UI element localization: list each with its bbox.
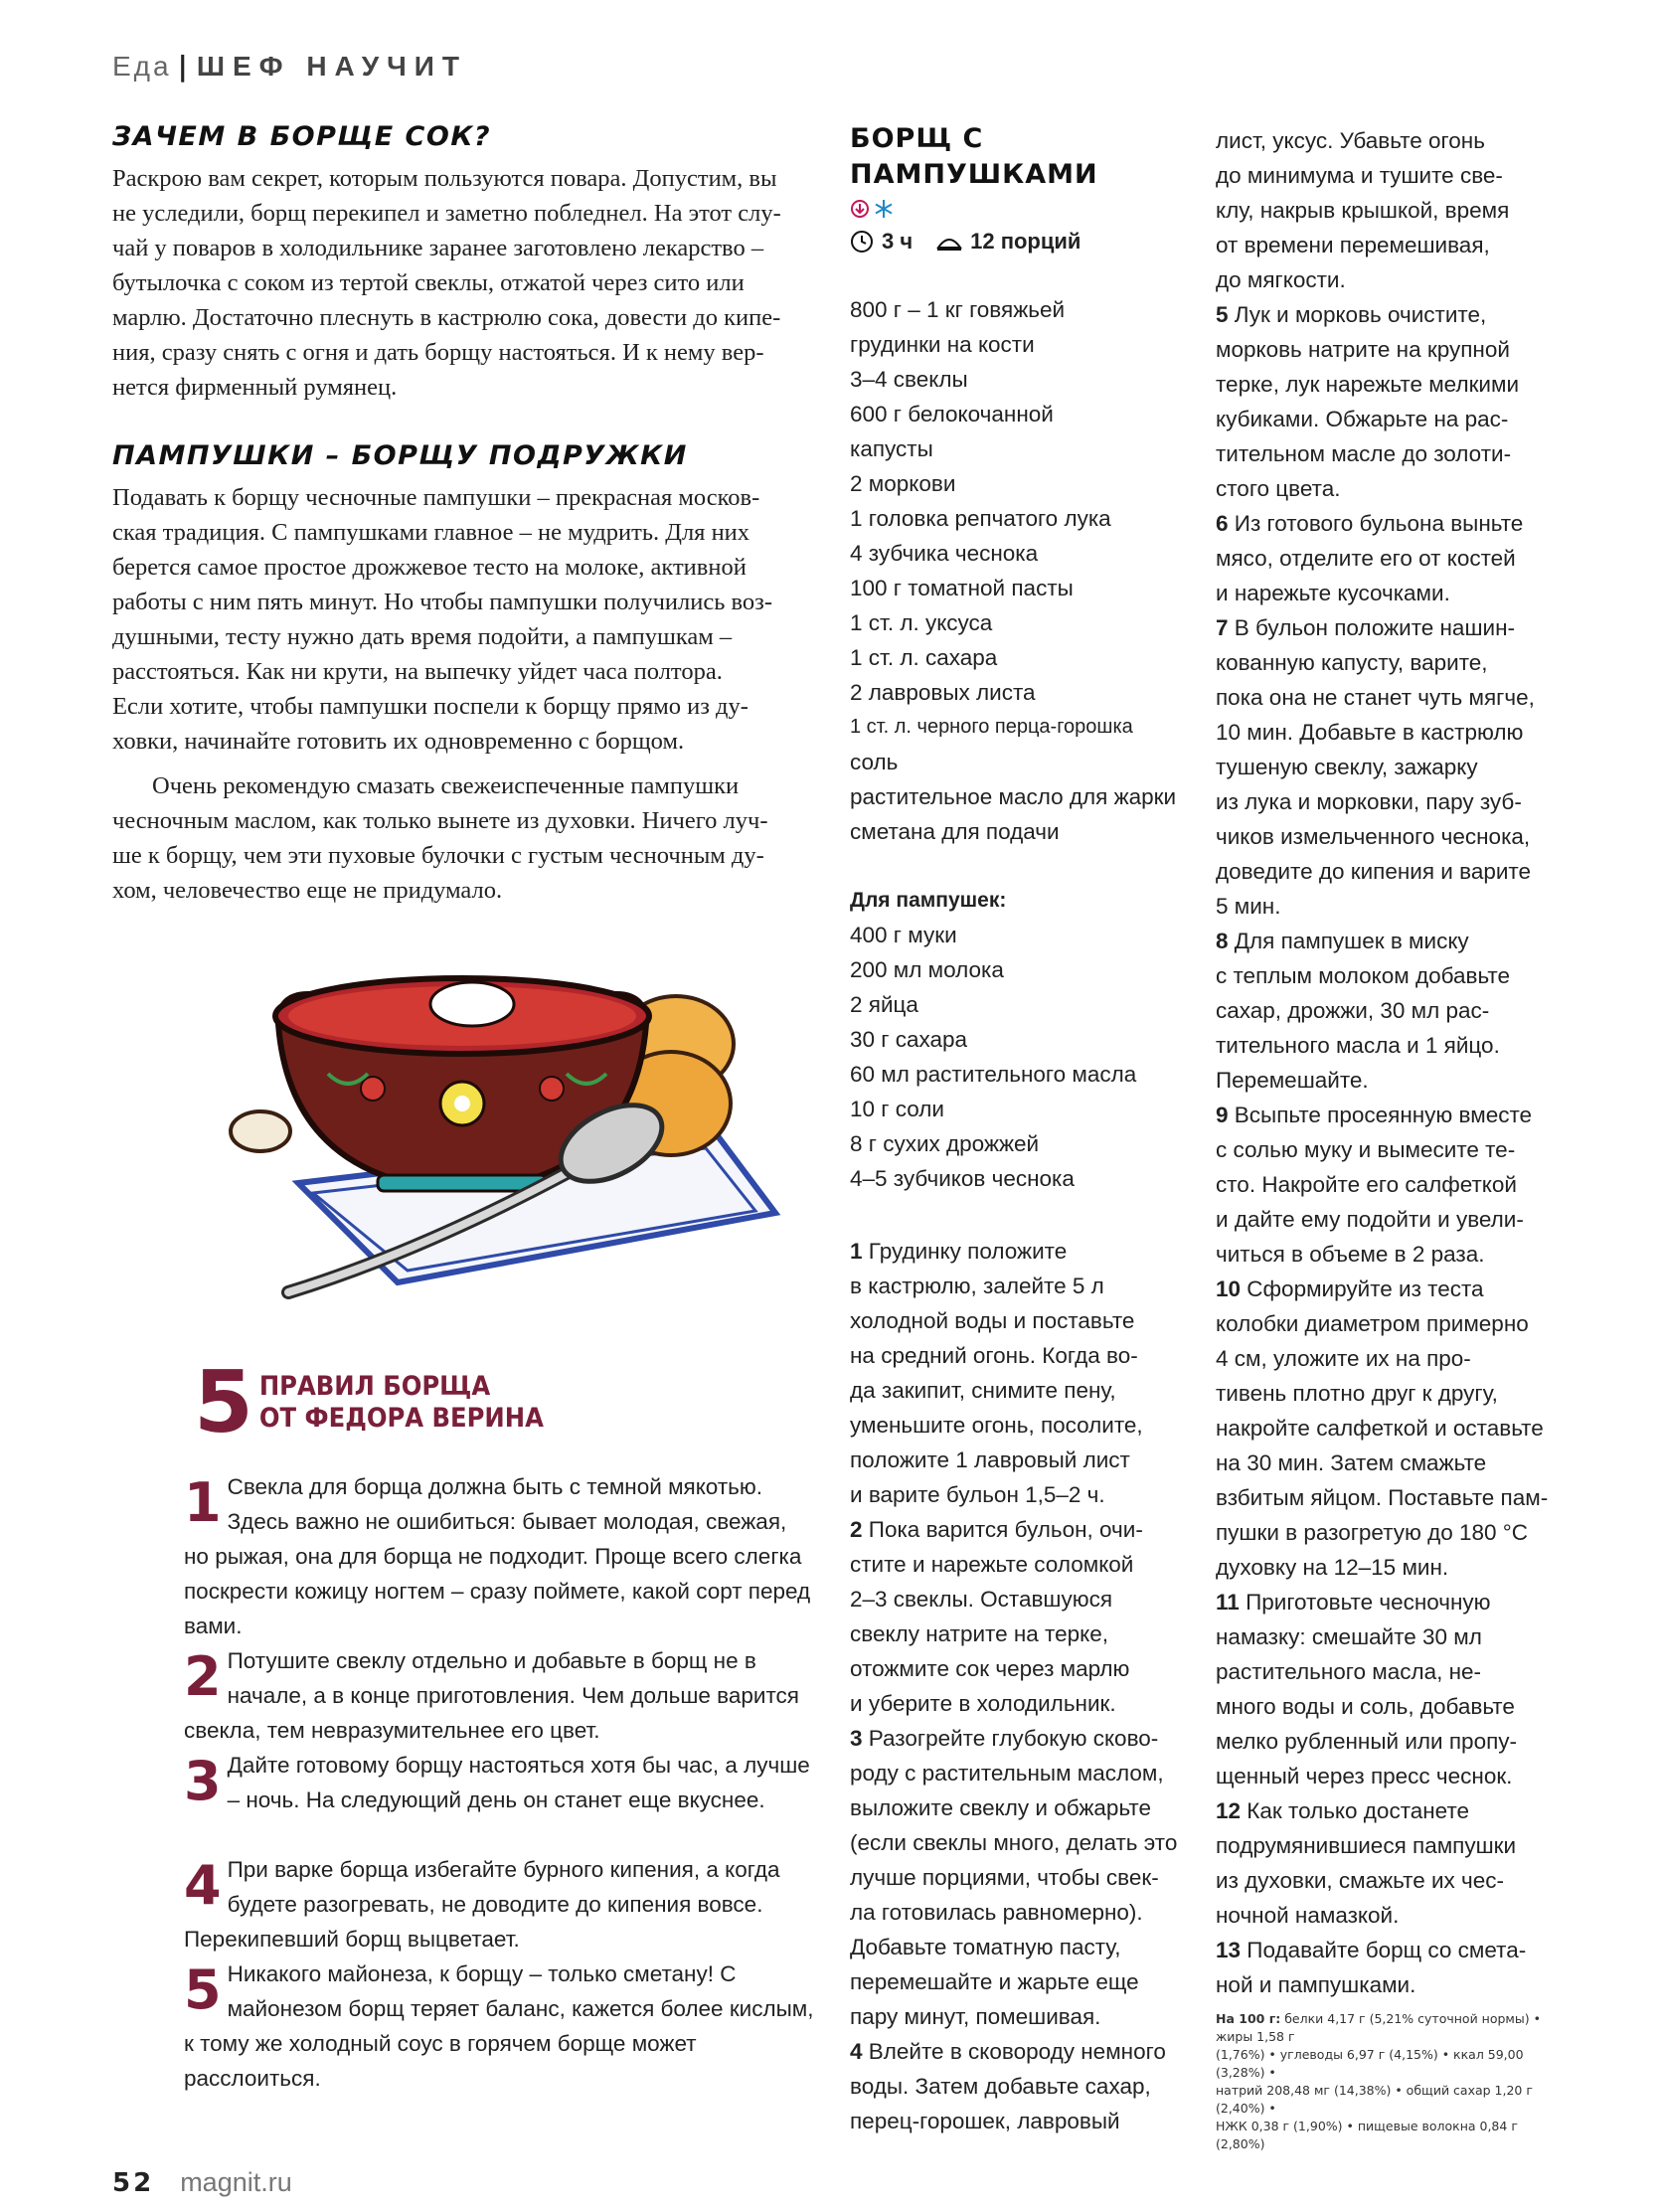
rule-number: 4 bbox=[184, 1854, 222, 1917]
borscht-bowl-icon bbox=[219, 954, 795, 1332]
rule-text: Дайте готовому борщу настояться хотя бы час, а лучше – ночь. На следующий день он станет еще вкуснее. bbox=[227, 1753, 810, 1812]
snowflake-icon bbox=[874, 199, 894, 219]
recipe-step: 10 Сформируйте из теста bbox=[1216, 1276, 1484, 1301]
rules-title-line2: ОТ ФЕДОРА ВЕРИНА bbox=[258, 1403, 544, 1434]
recipe-step: 1 Грудинку положите bbox=[850, 1239, 1068, 1264]
ingredient: 400 г муки bbox=[850, 923, 957, 947]
ingredient: 10 г соли bbox=[850, 1097, 944, 1121]
recipe-step: 13 Подавайте борщ со смета- bbox=[1216, 1938, 1527, 1962]
page-number: 52 bbox=[112, 2168, 155, 2198]
recipe-step: 2 Пока варится бульон, очи- bbox=[850, 1517, 1143, 1542]
recipe-step: 9 Всыпьте просеянную вместе bbox=[1216, 1103, 1533, 1127]
ingredient: грудинки на кости bbox=[850, 332, 1035, 357]
ingredient: 2 яйца bbox=[850, 992, 918, 1017]
pampushki-heading: Для пампушек: bbox=[850, 889, 1007, 912]
article-column bbox=[112, 119, 808, 908]
nutrition-facts: На 100 г: белки 4,17 г (5,21% суточной нормы) • жиры 1,58 г (1,76%) • углеводы 6,97 г (4,15%) • ккал 59,00 (3,28%) • натрий 208,48 мг (14,38%) • общий сахар 1,20 г (2,40%) • НЖК 0,38 г (1,90%) • пищевые волокна 0,84 г (2,80%) bbox=[1216, 2011, 1541, 2151]
diet-badge-icon bbox=[850, 199, 870, 219]
ingredient: 200 мл молока bbox=[850, 957, 1004, 982]
rule-number: 1 bbox=[184, 1471, 222, 1534]
clock-icon bbox=[850, 230, 874, 254]
rule-text: Потушите свеклу отдельно и добавьте в борщ не в начале, а в конце приготовления. Чем дольше варится свекла, тем невразумительнее его цвет. bbox=[184, 1648, 799, 1743]
ingredient: 2 лавровых листа bbox=[850, 680, 1036, 705]
rules-number: 5 bbox=[194, 1353, 253, 1452]
pampushki-title: ПАМПУШКИ – БОРЩУ ПОДРУЖКИ bbox=[112, 440, 688, 471]
recipe-step: 4 Влейте в сковороду немного bbox=[850, 2039, 1166, 2064]
why-juice-text: Раскрою вам секрет, которым пользуются повара. Допустим, вы не уследили, борщ перекипел и заметно побледнел. На этот слу- чай у поваров в холодильнике заранее заготовлено лекарство – бутылочка с соком из тертой свеклы, отжатой через сито или марлю. Достаточно плеснуть в кастрюлю сока, довести до кипе- ния, сразу снять с огня и дать борщу настояться. И к нему вер- нется фирменный румянец. bbox=[112, 165, 781, 401]
ingredient: 30 г сахара bbox=[850, 1027, 968, 1052]
borscht-illustration bbox=[219, 954, 795, 1332]
recipe-step: 11 Приготовьте чесночную bbox=[1216, 1590, 1491, 1615]
recipe-title: БОРЩ С ПАМПУШКАМИ bbox=[850, 123, 1098, 190]
recipe-meta bbox=[850, 229, 1188, 255]
site-link[interactable]: magnit.ru bbox=[180, 2167, 292, 2197]
recipe-column bbox=[850, 121, 1188, 2138]
recipe-step: 3 Разогрейте глубокую сково- bbox=[850, 1726, 1159, 1751]
ingredient: 800 г – 1 кг говяжьей bbox=[850, 297, 1066, 322]
recipe-step: 12 Как только достанете bbox=[1216, 1798, 1470, 1823]
servings: 12 порций bbox=[970, 229, 1081, 254]
rule-item bbox=[184, 1748, 815, 1852]
rule-number: 3 bbox=[184, 1750, 222, 1812]
ingredient: 4 зубчика чеснока bbox=[850, 541, 1039, 566]
recipe-step: 5 Лук и морковь очистите, bbox=[1216, 302, 1487, 327]
ingredient: 4–5 зубчиков чеснока bbox=[850, 1166, 1075, 1191]
ingredient: 600 г белокочанной bbox=[850, 402, 1054, 426]
rule-number: 2 bbox=[184, 1645, 222, 1708]
ingredient: 3–4 свеклы bbox=[850, 367, 968, 392]
pampushki-text-2: Очень рекомендую смазать свежеиспеченные пампушки чесночным маслом, как только вынете из духовки. Ничего луч- ше к борщу, чем эти пуховые булочки с густым чесночным ду- хом, человечество еще не придумало. bbox=[112, 772, 768, 904]
rules-title-line1: ПРАВИЛ БОРЩА bbox=[258, 1371, 491, 1402]
rule-item bbox=[184, 1643, 815, 1748]
rules-title bbox=[194, 1353, 544, 1452]
steps-list: 1 Грудинку положите в кастрюлю, залейте 5 л холодной воды и поставьте на средний огонь. Когда во- да закипит, снимите пену, уменьшите огонь, посолите, положите 1 лавровый лист и варите бульон 1,5–2 ч. 2 Пока варится бульон, очи- стите и нарежьте соломкой 2–3 свеклы. Оставшуюся свеклу натрите на терке, отожмите сок через марлю и уберите в холодильник. 3 Разогрейте глубокую сково- роду с растительным маслом, выложите свеклу и обжарьте (если свеклы много, делать это лучше порциями, чтобы свек- ла готовилась равномерно). Добавьте томатную пасту, перемешайте и жарьте еще пару минут, помешивая. 4 Влейте в сковороду немного воды. Затем добавьте сахар, перец-горошек, лавровый bbox=[850, 1234, 1188, 2138]
page-footer bbox=[112, 2167, 292, 2198]
rule-text: Никакого майонеза, к борщу – только сметану! С майонезом борщ теряет баланс, кажется более кислым, к тому же холодный соус в горячем борще может расслоиться. bbox=[184, 1961, 814, 2091]
ingredient: 8 г сухих дрожжей bbox=[850, 1131, 1040, 1156]
ingredient: 1 ст. л. сахара bbox=[850, 645, 998, 670]
rule-number: 5 bbox=[184, 1958, 222, 2021]
ingredient: 1 ст. л. уксуса bbox=[850, 610, 993, 635]
ingredient: 1 головка репчатого лука bbox=[850, 506, 1111, 531]
ingredient: 2 моркови bbox=[850, 471, 956, 496]
cooking-time: 3 ч bbox=[882, 229, 914, 254]
ingredient: сметана для подачи bbox=[850, 819, 1060, 844]
rules-list bbox=[184, 1469, 815, 2096]
pampushki-text: Подавать к борщу чесночные пампушки – прекрасная москов- ская традиция. С пампушками главное – не мудрить. Для них берется самое простое дрожжевое тесто на молоке, активной работы с ним пять минут. Но чтобы пампушки получились воз- душными, тесту нужно дать время подойти, а пампушкам – расстояться. Как ни крути, на выпечку уйдет часа полтора. Если хотите, чтобы пампушки поспели к борщу прямо из ду- ховки, начинайте готовить их одновременно с борщом. bbox=[112, 484, 773, 755]
recipe-step: 6 Из готового бульона выньте bbox=[1216, 511, 1524, 536]
ingredient-list bbox=[850, 292, 1188, 1196]
rubric-label: Еда bbox=[112, 51, 172, 82]
ingredient: растительное масло для жарки bbox=[850, 784, 1177, 809]
ingredient: 100 г томатной пасты bbox=[850, 576, 1074, 600]
why-juice-title: ЗАЧЕМ В БОРЩЕ СОК? bbox=[112, 121, 492, 152]
ingredient: 1 ст. л. черного перца-горошка bbox=[850, 716, 1133, 738]
page-header: Еда | ШЕФ НАУЧИТ bbox=[112, 50, 468, 83]
steps-column-right: лист, уксус. Убавьте огонь до минимума и тушите све- клу, накрыв крышкой, время от времени перемешивая, до мягкости. 5 Лук и морковь очистите, морковь натрите на крупной терке, лук нарежьте мелкими кубиками. Обжарьте на рас- тительном масле до золоти- стого цвета. 6 Из готового бульона выньте мясо, отделите его от костей и нарежьте кусочками. 7 В бульон положите нашин- кованную капусту, варите, пока она не станет чуть мягче, 10 мин. Добавьте в кастрюлю тушеную свеклу, зажарку из лука и морковки, пару зуб- чиков измельченного чеснока, доведите до кипения и варите 5 мин. 8 Для пампушек в миску с теплым молоком добавьте сахар, дрожжи, 30 мл рас- тительного масла и 1 яйцо. Перемешайте. 9 Всыпьте просеянную вместе с солью муку и вымесите те- сто. Накройте его салфеткой и дайте ему подойти и увели- читься в объеме в 2 раза. 10 Сформируйте из теста колобки диаметром примерно 4 см, уложите их на про- тивень плотно друг к другу, накройте салфеткой и оставьте на 30 мин. Затем смажьте взбитым яйцом. Поставьте пам- пушки в разогретую до 180 °С духовку на 12–15 мин. 11 Приготовьте чесночную намазку: смешайте 30 мл растительного масла, не- много воды и соль, добавьте мелко рубленный или пропу- щенный через пресс чеснок. 12 Как только достанете подрумянившиеся пампушки из духовки, смажьте их чес- ночной намазкой. 13 Подавайте борщ со смета- ной и пампушками. На 100 г: белки 4,17 г (5,21% суточной нормы) • жиры 1,58 г (1,76%) • углеводы 6,97 г (4,15%) • ккал 59,00 (3,28%) • натрий 208,48 мг (14,38%) • общий сахар 1,20 г (2,40%) • НЖК 0,38 г (1,90%) • пищевые волокна 0,84 г (2,80%) bbox=[1216, 123, 1554, 2153]
ingredient: 60 мл растительного масла bbox=[850, 1062, 1137, 1087]
recipe-step: 8 Для пампушек в миску bbox=[1216, 929, 1469, 953]
rule-text: При варке борща избегайте бурного кипения, а когда будете разогревать, не доводите до кипения вовсе. Перекипевший борщ выцветает. bbox=[184, 1857, 780, 1952]
rule-item bbox=[184, 1469, 815, 1643]
servings-icon bbox=[936, 230, 962, 254]
recipe-step: 7 В бульон положите нашин- bbox=[1216, 615, 1515, 640]
section-label: ШЕФ НАУЧИТ bbox=[196, 51, 468, 82]
rule-item bbox=[184, 1852, 815, 1957]
rule-item bbox=[184, 1957, 815, 2096]
ingredient: соль bbox=[850, 750, 899, 774]
ingredient: капусты bbox=[850, 436, 933, 461]
rule-text: Свекла для борща должна быть с темной мякотью. Здесь важно не ошибиться: бывает молодая, свежая, но рыжая, она для борща не подходит. Проще всего слегка поскрести кожицу ногтем – сразу поймете, какой сорт перед вами. bbox=[184, 1474, 811, 1638]
